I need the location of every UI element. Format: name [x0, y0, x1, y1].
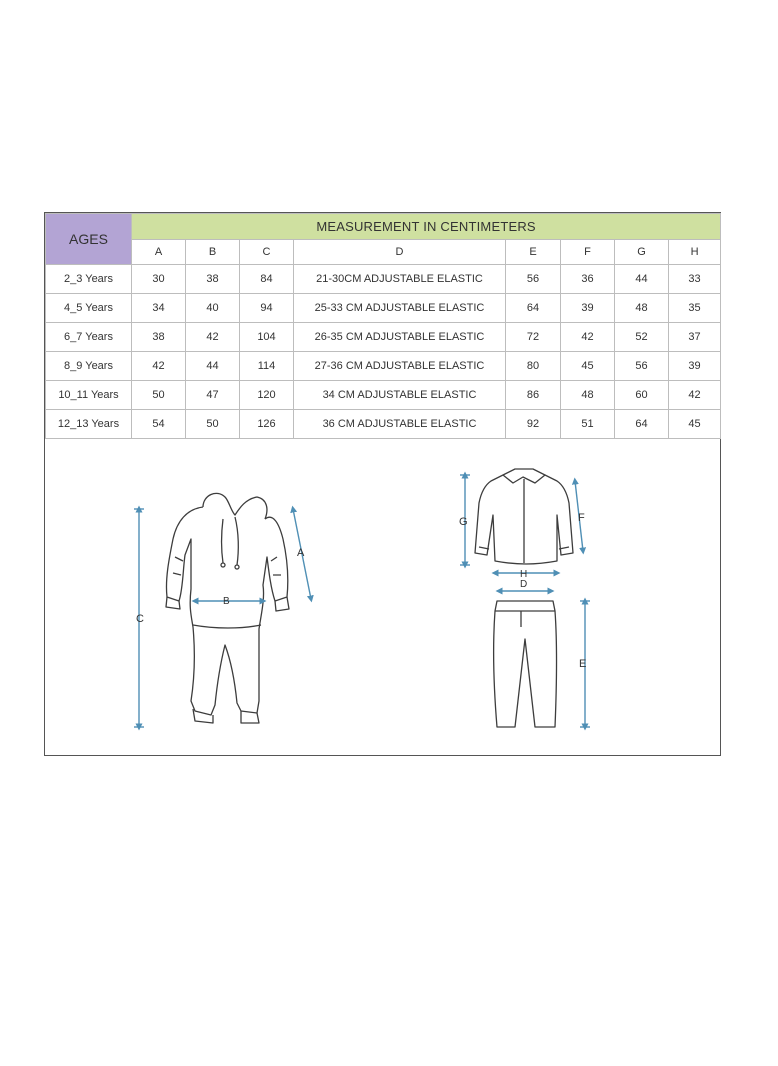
- cell-e: 86: [506, 381, 561, 410]
- cell-e: 56: [506, 265, 561, 294]
- cell-c: 114: [240, 352, 294, 381]
- cell-h: 33: [669, 265, 721, 294]
- cell-d: 34 CM ADJUSTABLE ELASTIC: [294, 381, 506, 410]
- cell-b: 47: [186, 381, 240, 410]
- cell-a: 38: [132, 323, 186, 352]
- dimension-label-a: A: [297, 547, 305, 559]
- cell-e: 80: [506, 352, 561, 381]
- cell-a: 50: [132, 381, 186, 410]
- shirt-illustration: [475, 469, 573, 564]
- cell-c: 126: [240, 410, 294, 439]
- measurement-header: MEASUREMENT IN CENTIMETERS: [132, 214, 721, 240]
- cell-g: 56: [615, 352, 669, 381]
- cell-h: 42: [669, 381, 721, 410]
- size-table: [45, 213, 721, 439]
- cell-d: 27-36 CM ADJUSTABLE ELASTIC: [294, 352, 506, 381]
- cell-g: 64: [615, 410, 669, 439]
- cell-b: 50: [186, 410, 240, 439]
- jumpsuit-dimension-lines: [134, 509, 311, 727]
- cell-h: 45: [669, 410, 721, 439]
- cell-e: 92: [506, 410, 561, 439]
- cell-d: 36 CM ADJUSTABLE ELASTIC: [294, 410, 506, 439]
- dimension-label-d: D: [520, 579, 528, 590]
- cell-c: 104: [240, 323, 294, 352]
- column-header-g: G: [615, 240, 669, 265]
- size-chart-sheet: [44, 212, 721, 756]
- column-header-d: D: [294, 240, 506, 265]
- dimension-label-c: C: [136, 613, 144, 625]
- cell-d: 21-30CM ADJUSTABLE ELASTIC: [294, 265, 506, 294]
- cell-e: 72: [506, 323, 561, 352]
- cell-f: 48: [561, 381, 615, 410]
- age-cell: 2_3 Years: [46, 265, 132, 294]
- cell-c: 120: [240, 381, 294, 410]
- column-header-a: A: [132, 240, 186, 265]
- cell-c: 84: [240, 265, 294, 294]
- table-row: [46, 410, 721, 439]
- cell-f: 39: [561, 294, 615, 323]
- cell-b: 40: [186, 294, 240, 323]
- cell-b: 44: [186, 352, 240, 381]
- column-header-h: H: [669, 240, 721, 265]
- cell-f: 36: [561, 265, 615, 294]
- cell-g: 44: [615, 265, 669, 294]
- cell-g: 60: [615, 381, 669, 410]
- cell-a: 54: [132, 410, 186, 439]
- table-row: [46, 381, 721, 410]
- cell-b: 42: [186, 323, 240, 352]
- age-cell: 12_13 Years: [46, 410, 132, 439]
- cell-d: 25-33 CM ADJUSTABLE ELASTIC: [294, 294, 506, 323]
- table-row: [46, 323, 721, 352]
- dimension-label-h: H: [520, 569, 528, 580]
- ages-header: AGES: [46, 214, 132, 265]
- cell-d: 26-35 CM ADJUSTABLE ELASTIC: [294, 323, 506, 352]
- cell-f: 45: [561, 352, 615, 381]
- cell-a: 42: [132, 352, 186, 381]
- cell-a: 34: [132, 294, 186, 323]
- column-header-f: F: [561, 240, 615, 265]
- age-cell: 4_5 Years: [46, 294, 132, 323]
- cell-h: 35: [669, 294, 721, 323]
- table-row: [46, 294, 721, 323]
- cell-h: 37: [669, 323, 721, 352]
- pants-illustration: [494, 601, 557, 727]
- dimension-label-e: E: [579, 658, 587, 670]
- dimension-label-g: G: [459, 516, 468, 528]
- cell-g: 52: [615, 323, 669, 352]
- table-row: [46, 352, 721, 381]
- table-row: [46, 265, 721, 294]
- age-cell: 6_7 Years: [46, 323, 132, 352]
- cell-a: 30: [132, 265, 186, 294]
- cell-g: 48: [615, 294, 669, 323]
- column-header-c: C: [240, 240, 294, 265]
- cell-c: 94: [240, 294, 294, 323]
- age-cell: 10_11 Years: [46, 381, 132, 410]
- dimension-label-f: F: [578, 512, 585, 524]
- dimension-label-b: B: [223, 596, 230, 607]
- cell-f: 42: [561, 323, 615, 352]
- column-header-e: E: [506, 240, 561, 265]
- cell-e: 64: [506, 294, 561, 323]
- cell-b: 38: [186, 265, 240, 294]
- column-header-b: B: [186, 240, 240, 265]
- cell-f: 51: [561, 410, 615, 439]
- jumpsuit-illustration: [166, 493, 289, 723]
- garment-diagrams: [45, 439, 720, 755]
- cell-h: 39: [669, 352, 721, 381]
- age-cell: 8_9 Years: [46, 352, 132, 381]
